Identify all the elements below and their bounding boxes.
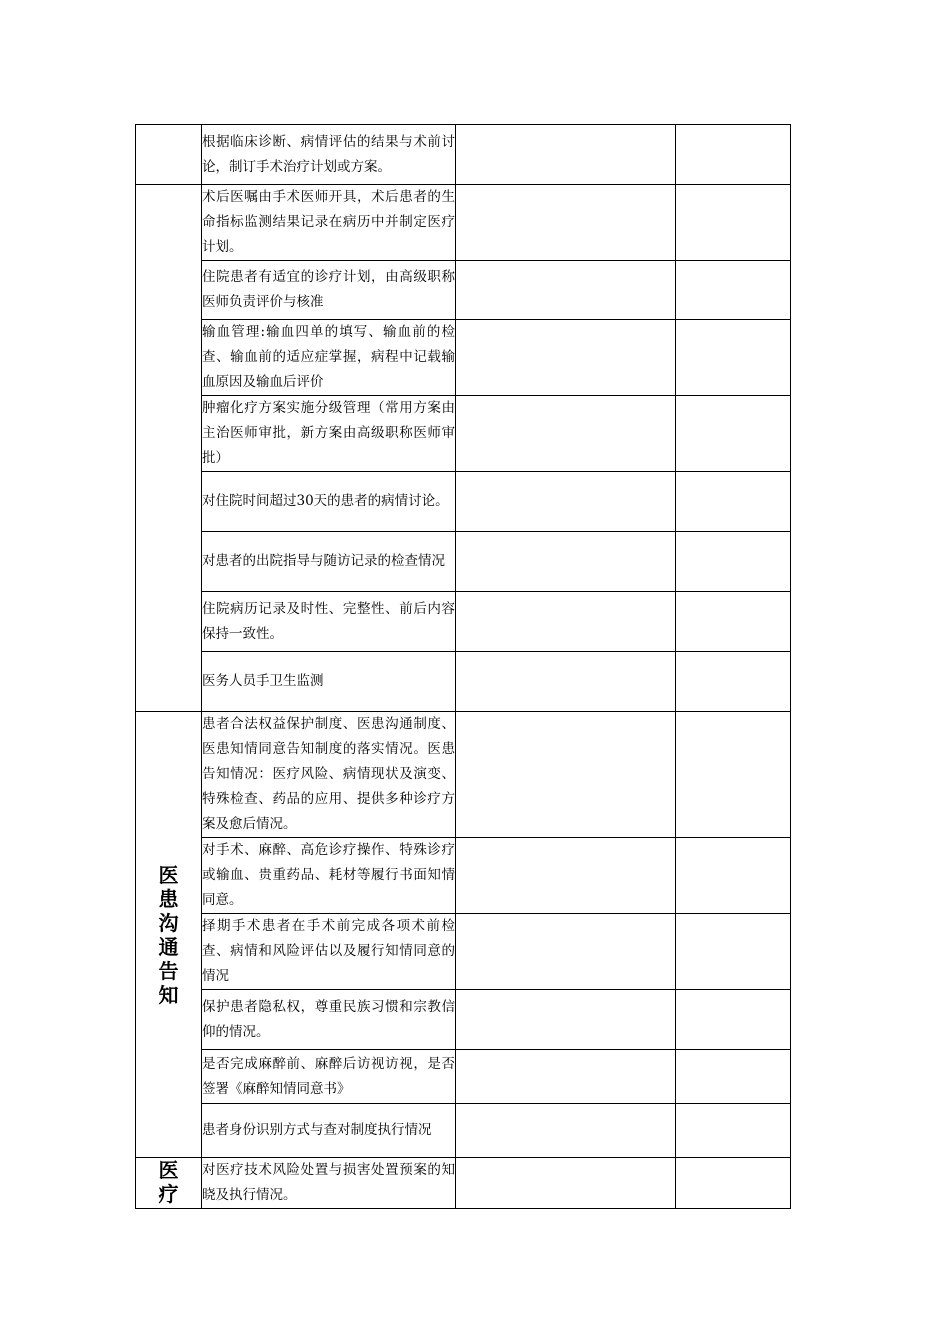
check-item: 对患者的出院指导与随访记录的检查情况: [202, 532, 456, 592]
score-cell: [676, 838, 791, 914]
category-label: 医患沟通告知: [158, 862, 179, 1007]
score-cell: [676, 1158, 791, 1209]
category-label: 医疗: [158, 1158, 179, 1206]
score-cell: [676, 652, 791, 712]
score-cell: [676, 914, 791, 990]
table-row: [136, 1104, 791, 1158]
check-item: 保护患者隐私权，尊重民族习惯和宗教信仰的情况。: [202, 990, 456, 1050]
result-cell: [456, 652, 676, 712]
checklist-table: [135, 124, 791, 1209]
category-cell: [136, 125, 202, 185]
score-cell: [676, 185, 791, 261]
result-cell: [456, 1104, 676, 1158]
check-item: 是否完成麻醉前、麻醉后访视访视，是否签署《麻醉知情同意书》: [202, 1050, 456, 1104]
result-cell: [456, 914, 676, 990]
score-cell: [676, 1050, 791, 1104]
result-cell: [456, 472, 676, 532]
check-item: 肿瘤化疗方案实施分级管理（常用方案由主治医师审批，新方案由高级职称医师审批）: [202, 396, 456, 472]
score-cell: [676, 125, 791, 185]
score-cell: [676, 712, 791, 838]
score-cell: [676, 472, 791, 532]
check-item: 根据临床诊断、病情评估的结果与术前讨论，制订手术治疗计划或方案。: [202, 125, 456, 185]
table-row: [136, 652, 791, 712]
score-cell: [676, 532, 791, 592]
table-row: [136, 125, 791, 185]
result-cell: [456, 712, 676, 838]
table-row: [136, 396, 791, 472]
score-cell: [676, 1104, 791, 1158]
score-cell: [676, 592, 791, 652]
check-item: 住院病历记录及时性、完整性、前后内容保持一致性。: [202, 592, 456, 652]
score-cell: [676, 261, 791, 320]
table-row: [136, 185, 791, 261]
check-item: 对住院时间超过30天的患者的病情讨论。: [202, 472, 456, 532]
check-item: 对手术、麻醉、高危诊疗操作、特殊诊疗或输血、贵重药品、耗材等履行书面知情同意。: [202, 838, 456, 914]
check-item: 术后医嘱由手术医师开具，术后患者的生命指标监测结果记录在病历中并制定医疗计划。: [202, 185, 456, 261]
table-row: [136, 838, 791, 914]
table-row: [136, 712, 791, 838]
result-cell: [456, 185, 676, 261]
table-row: [136, 592, 791, 652]
score-cell: [676, 396, 791, 472]
score-cell: [676, 320, 791, 396]
result-cell: [456, 125, 676, 185]
check-item: 医务人员手卫生监测: [202, 652, 456, 712]
table-row: [136, 990, 791, 1050]
score-cell: [676, 990, 791, 1050]
result-cell: [456, 396, 676, 472]
check-item: 对医疗技术风险处置与损害处置预案的知晓及执行情况。: [202, 1158, 456, 1209]
result-cell: [456, 990, 676, 1050]
result-cell: [456, 1158, 676, 1209]
category-cell: [136, 712, 202, 1158]
result-cell: [456, 838, 676, 914]
table-row: [136, 1050, 791, 1104]
check-item: 住院患者有适宜的诊疗计划，由高级职称医师负责评价与核准: [202, 261, 456, 320]
table-row: [136, 1158, 791, 1209]
result-cell: [456, 261, 676, 320]
check-item: 患者身份识别方式与查对制度执行情况: [202, 1104, 456, 1158]
category-cell: [136, 1158, 202, 1209]
check-item: 输血管理:输血四单的填写、输血前的检查、输血前的适应症掌握，病程中记载输血原因及输血后评价: [202, 320, 456, 396]
result-cell: [456, 320, 676, 396]
table-row: [136, 532, 791, 592]
result-cell: [456, 1050, 676, 1104]
check-item: 择期手术患者在手术前完成各项术前检查、病情和风险评估以及履行知情同意的情况: [202, 914, 456, 990]
table-row: [136, 261, 791, 320]
table-row: [136, 472, 791, 532]
result-cell: [456, 532, 676, 592]
result-cell: [456, 592, 676, 652]
check-item: 患者合法权益保护制度、医患沟通制度、医患知情同意告知制度的落实情况。医患告知情况：医疗风险、病情现状及演变、特殊检查、药品的应用、提供多种诊疗方案及愈后情况。: [202, 712, 456, 838]
table-row: [136, 914, 791, 990]
category-cell: [136, 185, 202, 712]
table-row: [136, 320, 791, 396]
